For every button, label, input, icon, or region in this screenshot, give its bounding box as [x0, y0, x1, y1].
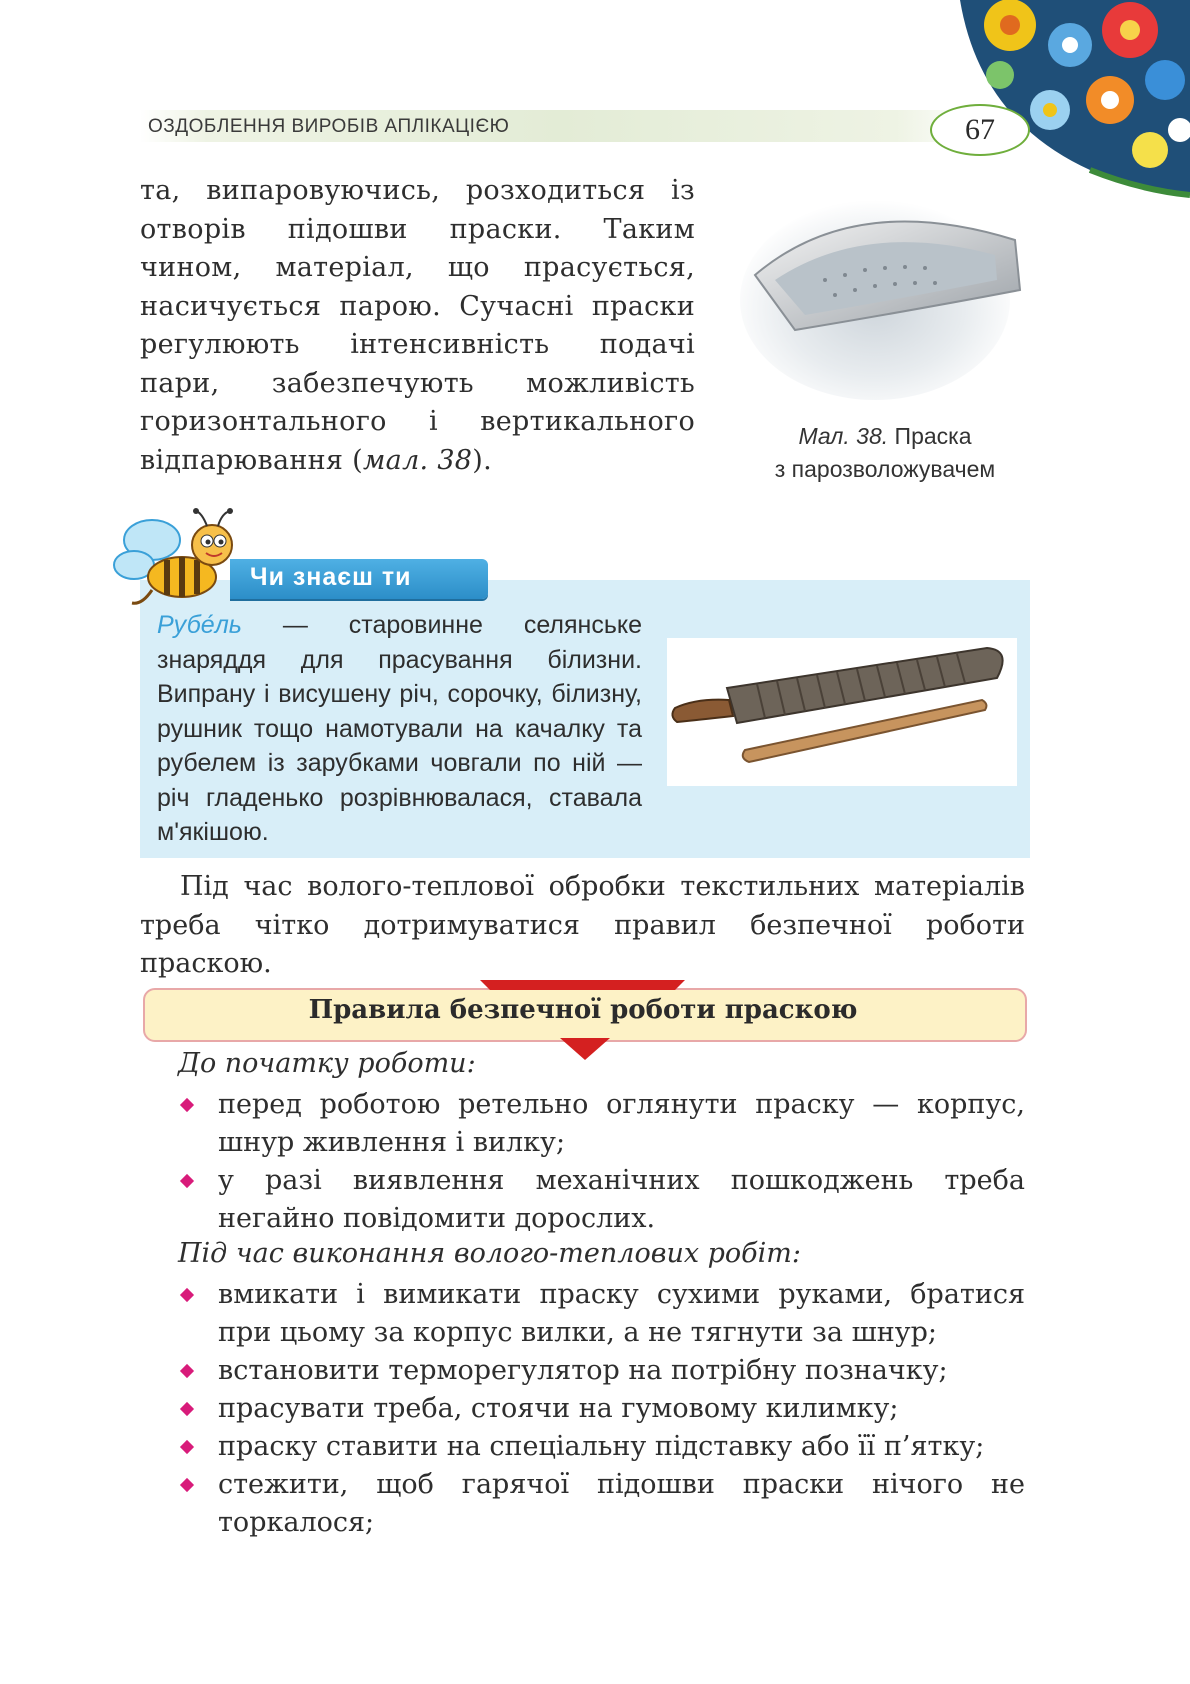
- top-paragraph: [140, 172, 695, 480]
- banner-top-ribbon: [480, 980, 685, 990]
- rules-title: Правила безпечної роботи праскою: [308, 995, 858, 1025]
- banner-bottom-arrow: [560, 1038, 610, 1060]
- bullet-icon: [180, 1364, 194, 1378]
- page-number: 67: [965, 113, 995, 146]
- figure-caption: [730, 420, 1040, 486]
- list-item: вмикати і вимикати праску сухими руками, братися при цьому за корпус вилки, а не тягнути за шнур;: [180, 1276, 1025, 1352]
- term-rubel: Рубе́ль: [157, 611, 242, 639]
- list-item: перед роботою ретельно оглянути праску — корпус, шнур живлення і вилку;: [180, 1086, 1025, 1162]
- bee-mascot-icon: [112, 505, 242, 615]
- list-item: стежити, щоб гарячої підошви праски нічого не торкалося;: [180, 1466, 1025, 1542]
- bullet-icon: [180, 1478, 194, 1492]
- bullet-icon: [180, 1174, 194, 1188]
- list-item: у разі виявлення механічних пошкоджень треба негайно повідомити дорослих.: [180, 1162, 1025, 1238]
- page-number-badge: [930, 104, 1030, 156]
- top-paragraph-text: та, випаровуючись, розходиться із отворів підошви праски. Таким чином, матеріал, що прасується, насичується парою. Сучасні праски регулюють інтенсивність подачі пари, забезпечують можливість горизонтального і вертикального відпарювання (: [140, 175, 695, 476]
- figure-caption-line1: Праска: [894, 423, 972, 449]
- did-you-know-text: [157, 608, 642, 850]
- steam-iron-illustration: [735, 180, 1035, 410]
- figure-caption-line2: з парозволожувачем: [774, 456, 996, 482]
- bullet-icon: [180, 1288, 194, 1302]
- figure-reference: мал. 38: [362, 444, 473, 476]
- did-you-know-title: Чи знаєш ти: [250, 563, 412, 591]
- before-work-heading: До початку роботи:: [178, 1048, 476, 1079]
- list-item: прасувати треба, стоячи на гумовому килимку;: [180, 1390, 1025, 1428]
- main-paragraph: Під час волого-теплової обробки текстильних матеріалів треба чітко дотримуватися правил безпечної роботи праскою.: [140, 871, 1025, 979]
- rubel-photo: [667, 638, 1017, 786]
- bullet-icon: [180, 1098, 194, 1112]
- section-title: ОЗДОБЛЕННЯ ВИРОБІВ АПЛІКАЦІЄЮ: [148, 116, 510, 137]
- during-work-heading: Під час виконання волого-теплових робіт:: [178, 1238, 801, 1269]
- did-you-know-body: — старовинне селянське знаряддя для прасування білизни. Випрану і висушену річ, сорочку, білизну, рушник тощо намотували на качалку та рубелем із зарубками човгали по ній — річ гладенько розрівнювалася, ставала м'якішою.: [157, 611, 642, 846]
- figure-number: Мал. 38.: [798, 423, 889, 449]
- during-work-list: [180, 1276, 1025, 1542]
- floral-decoration: [940, 0, 1190, 200]
- list-item: праску ставити на спеціальну підставку або її п’ятку;: [180, 1428, 1025, 1466]
- bullet-icon: [180, 1440, 194, 1454]
- list-item: встановити терморегулятор на потрібну позначку;: [180, 1352, 1025, 1390]
- bullet-icon: [180, 1402, 194, 1416]
- before-work-list: [180, 1086, 1025, 1238]
- top-paragraph-end: ).: [472, 444, 492, 476]
